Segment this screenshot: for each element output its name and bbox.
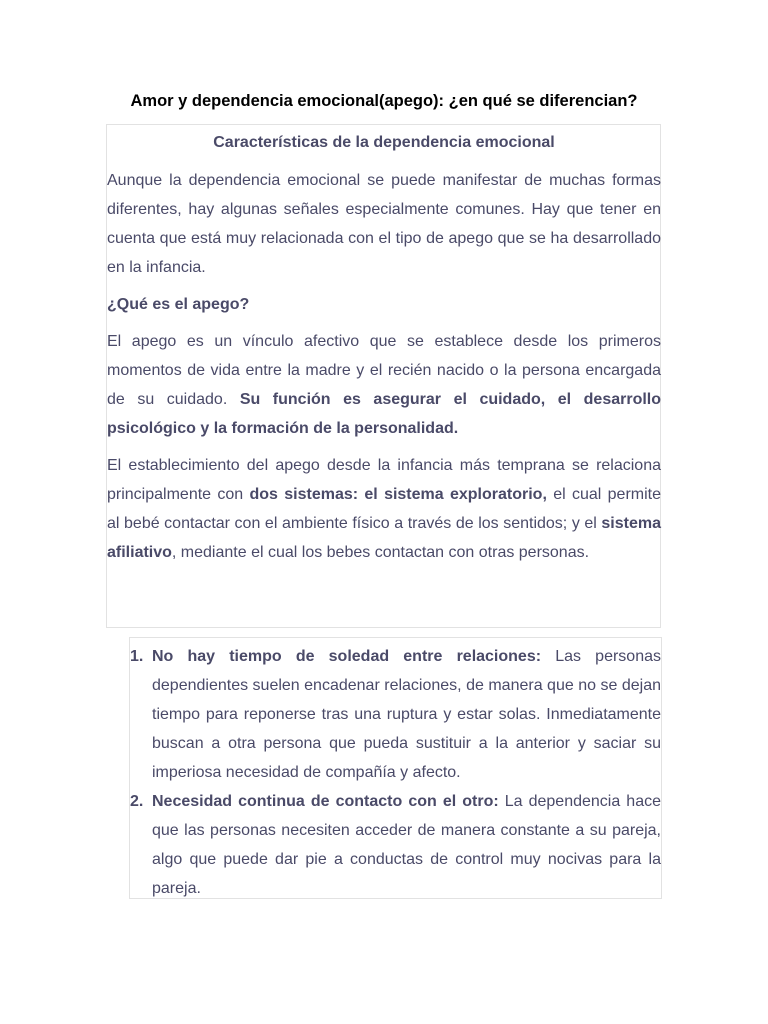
intro-paragraph: Aunque la dependencia emocional se puede manifestar de muchas formas diferentes, hay algunas señales especialmente comunes. Hay que tener en cuenta que está muy relacionada con el tipo de apego que se ha desarrollado en la infancia. <box>107 172 661 276</box>
sistemas-text-a: El establecimiento del apego desde la infancia más temprana se relaciona principalmente con <box>107 457 661 503</box>
list-number: 2. <box>130 793 144 810</box>
list-item-text: Las personas dependientes suelen encadenar relaciones, de manera que no se dejan tiempo para reponerse tras una ruptura y estar solas. Inmediatamente buscan a otra persona que pueda sustituir a la anterior y saciar su imperiosa necesidad de compañía y afecto. <box>152 648 661 781</box>
sistemas-text-b: el cual permite al bebé contactar con el ambiente físico a través de los sentidos; y el <box>107 486 662 532</box>
list-item-text: La dependencia hace que las personas necesiten acceder de manera constante a su pareja, algo que puede dar pie a conductas de control muy nocivas para la pareja. <box>152 793 662 897</box>
subheading-text: ¿Qué es el apego? <box>107 296 250 313</box>
sistemas-bold-1: dos sistemas: el sistema exploratorio, <box>249 486 547 503</box>
list-item <box>130 787 661 903</box>
document-title: Amor y dependencia emocional(apego): ¿en qué se diferencian? <box>130 92 638 110</box>
section-box <box>106 124 661 628</box>
apego-bold: Su función es asegurar el cuidado, el desarrollo psicológico y la formación de la personalidad. <box>107 391 662 437</box>
list-item <box>130 642 661 787</box>
sistemas-text-c: , mediante el cual los bebes contactan con otras personas. <box>171 544 590 561</box>
list-item-bold: No hay tiempo de soledad entre relaciones: <box>152 648 542 665</box>
list-box <box>129 637 662 899</box>
section-heading: Características de la dependencia emocional <box>213 134 555 151</box>
apego-text: El apego es un vínculo afectivo que se establece desde los primeros momentos de vida entre la madre y el recién nacido o la persona encargada de su cuidado. <box>107 333 661 408</box>
subheading <box>107 290 661 319</box>
sistemas-bold-2: sistema afiliativo <box>107 515 661 561</box>
list-item-bold: Necesidad continua de contacto con el otro: <box>152 793 499 810</box>
sistemas-paragraph <box>107 451 661 567</box>
list-number: 1. <box>130 648 144 665</box>
apego-paragraph <box>107 327 661 443</box>
